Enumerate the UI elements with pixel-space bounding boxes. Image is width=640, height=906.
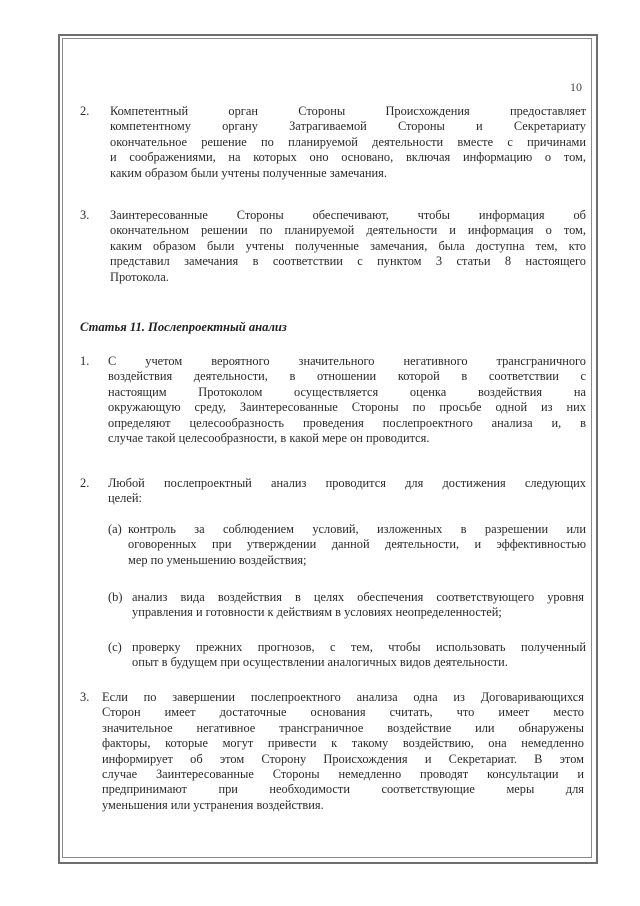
text-line: оговоренных при утверждении данной деятельности, и эффективностью — [128, 537, 586, 552]
text-line: информирует об этом Сторону Происхождения и Секретариат. В этом — [102, 751, 584, 766]
text-line: и соображениями, на которых оно основано, включая информацию о том, — [110, 150, 586, 165]
text-line: каким образом были учтены полученные замечания. — [110, 165, 387, 180]
article-heading: Статья 11. Послепроектный анализ — [80, 320, 287, 334]
text-line: С учетом вероятного значительного негативного трансграничного — [108, 354, 586, 368]
text-line: значительное негативное трансграничное воздействие или обнаружены — [102, 720, 584, 735]
item-number: 3. — [80, 208, 90, 222]
subitem-text — [132, 640, 586, 671]
text-line: анализ вида воздействия в целях обеспечения соответствующего уровня — [132, 590, 584, 604]
text-line: определяют целесообразность проведения послепроектного анализа и, в — [108, 415, 586, 430]
page-number: 10 — [570, 80, 582, 94]
subitem-text — [132, 590, 584, 621]
text-line: Любой послепроектный анализ проводится для достижения следующих — [108, 476, 586, 490]
text-line: Протокола. — [110, 269, 169, 284]
text-line: проверку прежних прогнозов, с тем, чтобы использовать полученный — [132, 640, 586, 654]
item-number: 3. — [80, 690, 90, 704]
text-line: мер по уменьшению воздействия; — [128, 552, 307, 567]
text-line: Сторон имеет достаточные основания считать, что имеет место — [102, 705, 584, 720]
item-number: 2. — [80, 104, 90, 118]
text-line: опыт в будущем при осуществлении аналогичных видов деятельности. — [132, 655, 508, 670]
subitem-text — [128, 522, 586, 568]
item-number: 2. — [80, 476, 90, 490]
text-line: окончательном решении по планируемой деятельности и информация о том, — [110, 223, 586, 238]
text-line: окружающую среду, Заинтересованные Стороны по просьбе одной из них — [108, 400, 586, 415]
text-line: Заинтересованные Стороны обеспечивают, чтобы информация об — [110, 208, 586, 222]
text-line: Если по завершении послепроектного анализа одна из Договаривающихся — [102, 690, 584, 704]
subitem-label: (b) — [108, 590, 123, 604]
text-line: Компетентный орган Стороны Происхождения предоставляет — [110, 104, 586, 118]
text-line: контроль за соблюдением условий, изложенных в разрешении или — [128, 522, 586, 536]
item-number: 1. — [80, 354, 90, 368]
text-line: предпринимают при необходимости соответствующие меры для — [102, 782, 584, 797]
subitem-label: (a) — [108, 522, 122, 536]
text-line: настоящим Протоколом осуществляется оценка воздействия на — [108, 384, 586, 399]
text-line: случае Заинтересованные Стороны немедленно проводят консультации и — [102, 767, 584, 782]
text-line: воздействия деятельности, в отношении которой в соответствии с — [108, 369, 586, 384]
text-line: уменьшения или устранения воздействия. — [102, 797, 324, 812]
text-line: случае такой целесообразности, в какой мере он проводится. — [108, 431, 430, 446]
paragraph-text — [108, 354, 586, 446]
paragraph-text — [108, 476, 586, 507]
text-line: окончательное решение по планируемой деятельности вместе с причинами — [110, 134, 586, 149]
text-line: управления и готовности к действиям в условиях неопределенностей; — [132, 605, 502, 620]
text-line: представил замечания в соответствии с пунктом 3 статьи 8 настоящего — [110, 254, 586, 269]
text-line: целей: — [108, 491, 142, 506]
text-line: каким образом были учтены полученные замечания, была доступна тем, кто — [110, 238, 586, 253]
paragraph-text — [110, 208, 586, 285]
text-line: факторы, которые могут привести к такому воздействию, она немедленно — [102, 736, 584, 751]
paragraph-text — [110, 104, 586, 181]
subitem-label: (c) — [108, 640, 122, 654]
paragraph-text — [102, 690, 584, 813]
text-line: компетентному органу Затрагиваемой Стороны и Секретариату — [110, 119, 586, 134]
